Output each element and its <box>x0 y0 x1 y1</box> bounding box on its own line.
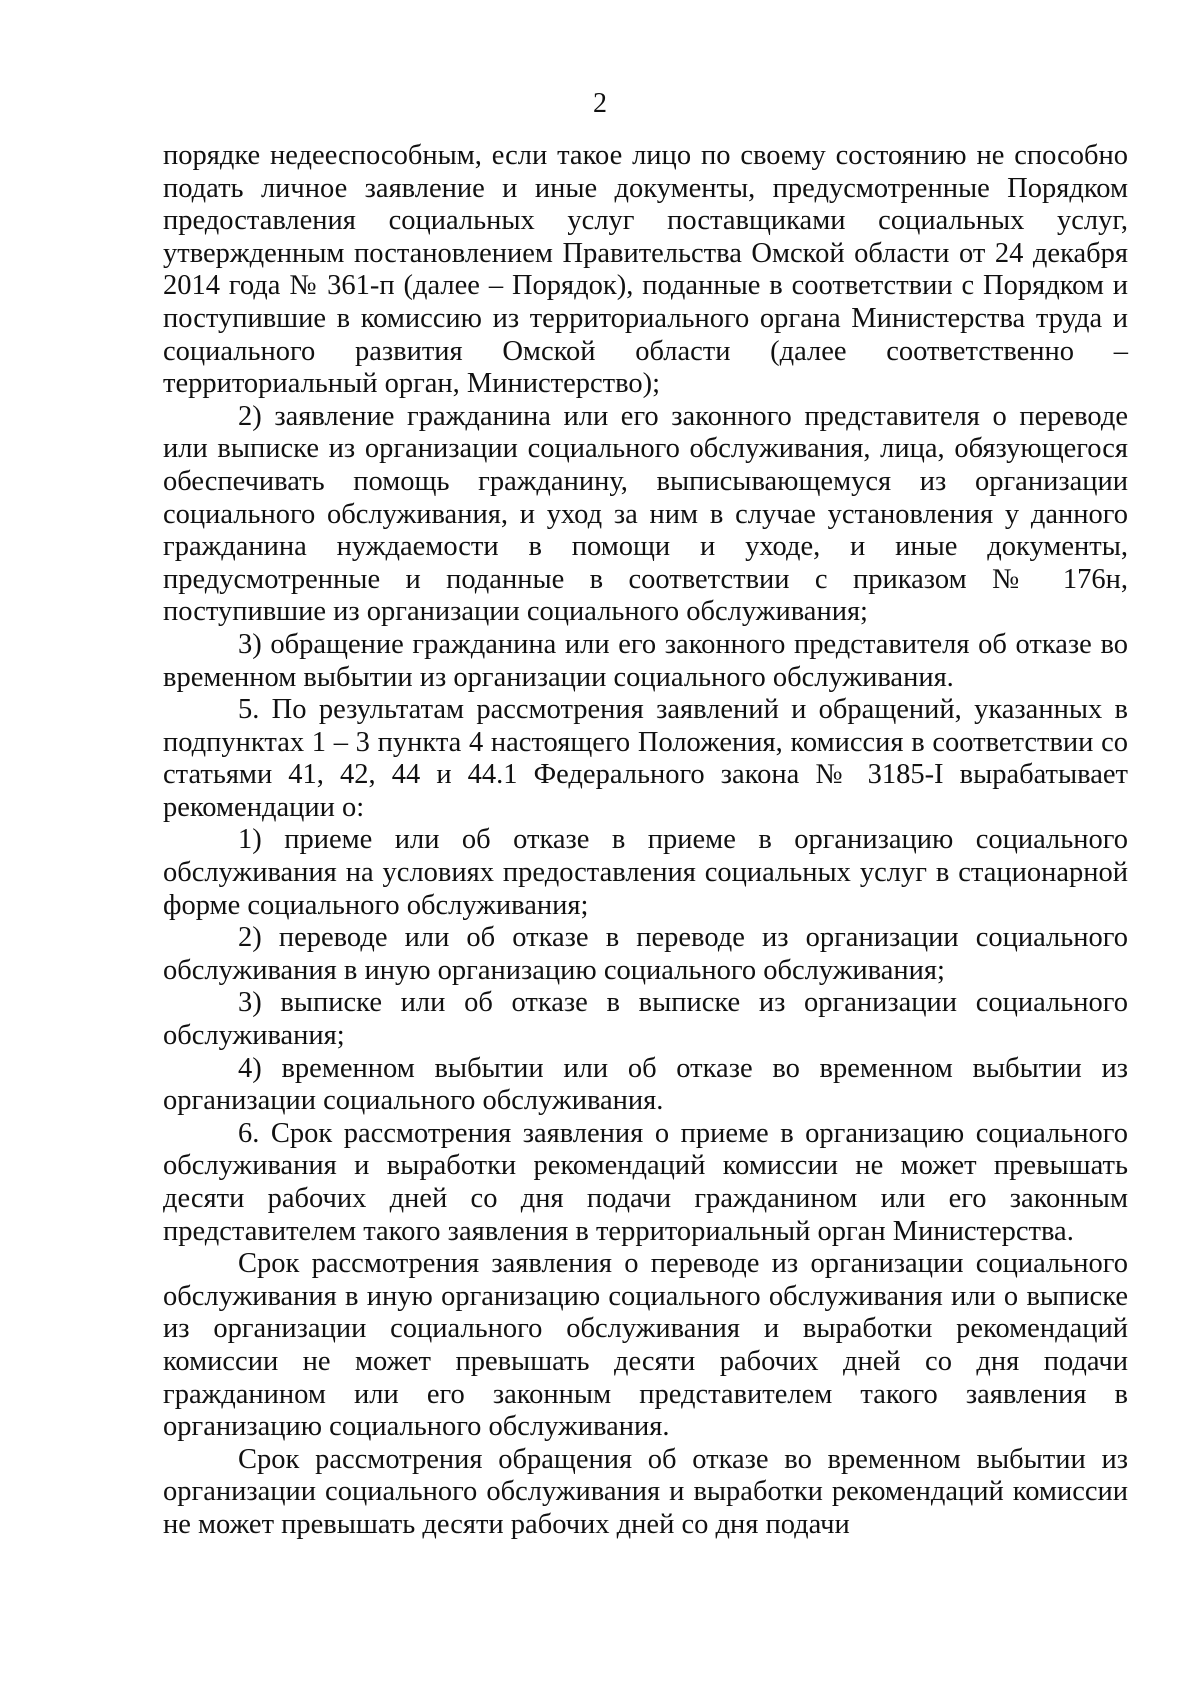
paragraph-continuation: порядке недееспособным, если такое лицо по своему состоянию не способно подать личное заявление и иные документы, предусмотренные Порядком предоставления социальных услуг поставщиками социальных услуг, утвержденным постановлением Правительства Омской области от 24 декабря 2014 года № 361-п (далее – Порядок), поданные в соответствии с Порядком и поступившие в комиссию из территориального органа Министерства труда и социального развития Омской области (далее соответственно – территориальный орган, Министерство); <box>163 140 1128 400</box>
paragraph-subitem-3: 3) выписке или об отказе в выписке из организации социального обслуживания; <box>163 987 1128 1052</box>
paragraph-item-3: 3) обращение гражданина или его законного представителя об отказе во временном выбытии из организации социального обслуживания. <box>163 628 1128 693</box>
document-body <box>163 140 1128 1542</box>
paragraph-subitem-2: 2) переводе или об отказе в переводе из организации социального обслуживания в иную организацию социального обслуживания; <box>163 922 1128 986</box>
paragraph-item-2: 2) заявление гражданина или его законного представителя о переводе или выписке из организации социального обслуживания, лица, обязующегося обеспечивать помощь гражданину, выписывающемуся из организации социального обслуживания, и уход за ним в случае установления у данного гражданина нуждаемости в помощи и уходе, и иные документы, предусмотренные и поданные в соответствии с приказом № 176н, поступившие из организации социального обслуживания; <box>163 400 1128 628</box>
paragraph-clause-6: 6. Срок рассмотрения заявления о приеме в организацию социального обслуживания и выработки рекомендаций комиссии не может превышать десяти рабочих дней со дня подачи гражданином или его законным представителем такого заявления в территориальный орган Министерства. <box>163 1117 1128 1247</box>
paragraph-term-absence: Срок рассмотрения обращения об отказе во временном выбытии из организации социального обслуживания и выработки рекомендаций комиссии не может превышать десяти рабочих дней со дня подачи <box>163 1443 1128 1540</box>
page-number: 2 <box>593 88 607 119</box>
paragraph-subitem-4: 4) временном выбытии или об отказе во временном выбытии из организации социального обслуживания. <box>163 1052 1128 1117</box>
paragraph-clause-5: 5. По результатам рассмотрения заявлений и обращений, указанных в подпунктах 1 – 3 пункта 4 настоящего Положения, комиссия в соответствии со статьями 41, 42, 44 и 44.1 Федерального закона № 3185-I вырабатывает рекомендации о: <box>163 694 1128 823</box>
paragraph-term-transfer: Срок рассмотрения заявления о переводе из организации социального обслуживания в иную организацию социального обслуживания или о выписке из организации социального обслуживания и выработки рекомендаций комиссии не может превышать десяти рабочих дней со дня подачи гражданином или его законным представителем такого заявления в организацию социального обслуживания. <box>163 1248 1128 1443</box>
paragraph-subitem-1: 1) приеме или об отказе в приеме в организацию социального обслуживания на условиях предоставления социальных услуг в стационарной форме социального обслуживания; <box>163 824 1128 921</box>
